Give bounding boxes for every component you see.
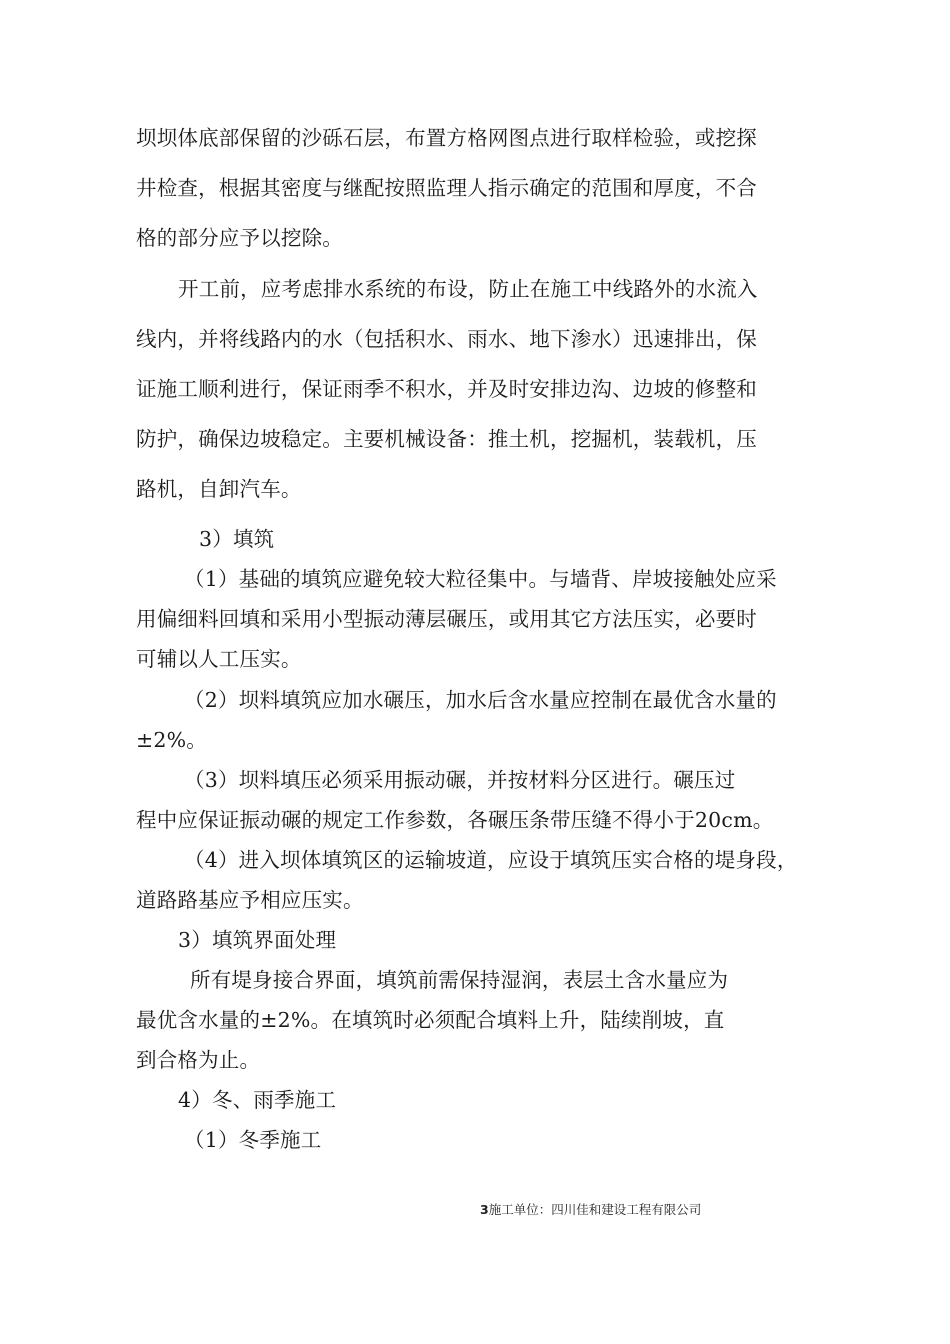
- section-heading: 3）填筑: [199, 527, 275, 551]
- text-line: 格的部分应予以挖除。: [136, 226, 343, 250]
- text-line: 线内，并将线路内的水（包括积水、雨水、地下渗水）迅速排出，保: [136, 327, 757, 351]
- text-line: 证施工顺利进行，保证雨季不积水，并及时安排边沟、边坡的修整和: [136, 377, 757, 401]
- section-heading: 4）冬、雨季施工: [178, 1088, 337, 1112]
- text-line: 到合格为止。: [136, 1048, 261, 1072]
- text-line: 路机，自卸汽车。: [136, 477, 302, 501]
- text-line: （2）坝料填筑应加水碾压，加水后含水量应控制在最优含水量的: [184, 688, 777, 712]
- text-line: 所有堤身接合界面，填筑前需保持湿润，表层土含水量应为: [190, 968, 729, 992]
- section-heading: （1）冬季施工: [184, 1128, 322, 1152]
- text-line: 井检查，根据其密度与继配按照监理人指示确定的范围和厚度，不合: [136, 176, 757, 200]
- text-line: 道路路基应予相应压实。: [136, 888, 364, 912]
- text-line: （3）坝料填压必须采用振动碾，并按材料分区进行。碾压过: [184, 768, 736, 792]
- construction-unit-label: 施工单位：四川佳和建设工程有限公司: [488, 1202, 702, 1217]
- text-line: 用偏细料回填和采用小型振动薄层碾压，或用其它方法压实，必要时: [136, 607, 757, 631]
- section-heading: 3）填筑界面处理: [178, 928, 337, 952]
- text-line: （1）基础的填筑应避免较大粒径集中。与墙背、岸坡接触处应采: [184, 567, 777, 591]
- text-line: 程中应保证振动碾的规定工作参数，各碾压条带压缝不得小于20cm。: [136, 808, 774, 832]
- text-line: 最优含水量的±2%。在填筑时必须配合填料上升，陆续削坡，直: [136, 1008, 725, 1032]
- text-line: 开工前，应考虑排水系统的布设，防止在施工中线路外的水流入: [178, 277, 758, 301]
- page-footer: [480, 1202, 701, 1218]
- text-line: （4）进入坝体填筑区的运输坡道，应设于填筑压实合格的堤身段，: [184, 848, 798, 872]
- text-line: 防护，确保边坡稳定。主要机械设备：推土机，挖掘机，装载机，压: [136, 427, 757, 451]
- text-line: 可辅以人工压实。: [136, 647, 302, 671]
- text-line: ±2%。: [136, 728, 207, 752]
- page-number: 3: [480, 1202, 489, 1217]
- text-line: 坝坝体底部保留的沙砾石层，布置方格网图点进行取样检验，或挖探: [136, 126, 757, 150]
